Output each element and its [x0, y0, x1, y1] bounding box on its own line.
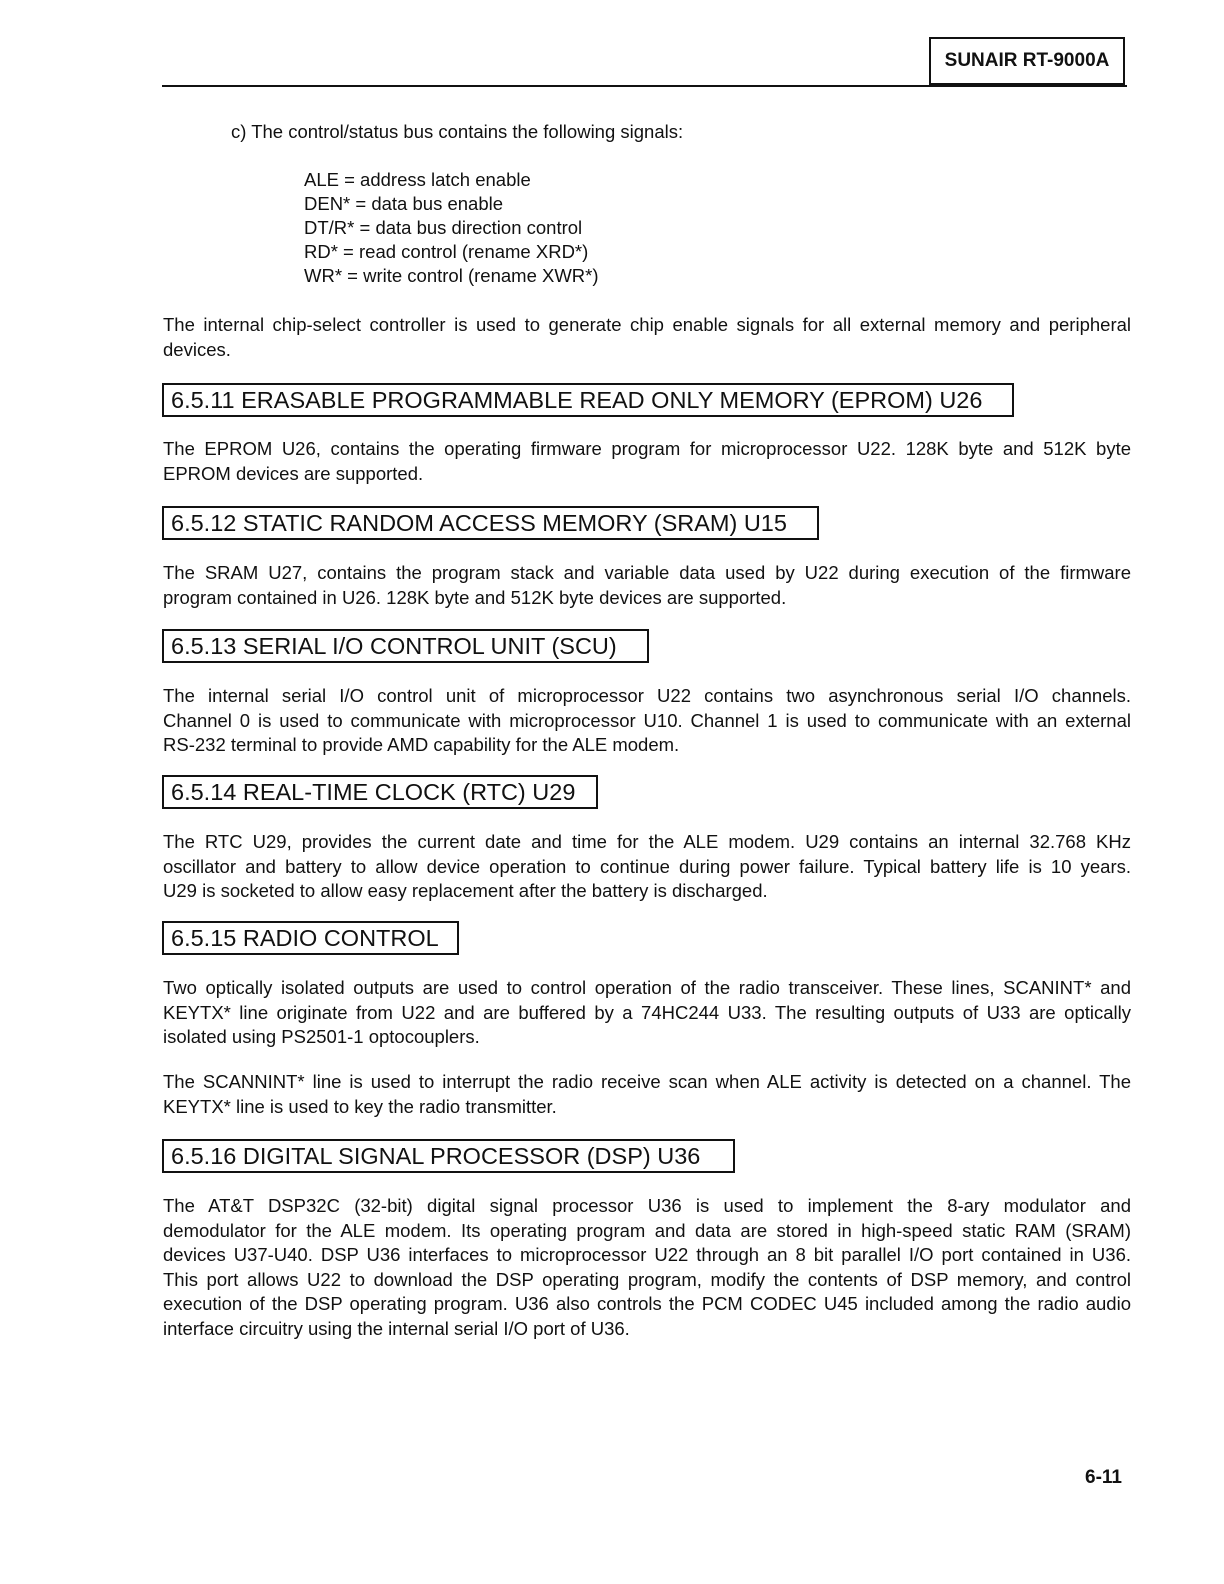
section-paragraph — [163, 1194, 1131, 1341]
text-line: devices. — [163, 338, 231, 360]
section-paragraph — [163, 437, 1131, 486]
text-line: KEYTX* line is used to key the radio transmitter. — [163, 1095, 557, 1117]
text-line: demodulator for the ALE modem. Its operating program and data are stored in high-speed static RAM (SRAM) — [163, 1219, 1131, 1241]
text-line: isolated using PS2501-1 optocouplers. — [163, 1026, 480, 1047]
text-line: Channel 0 is used to communicate with microprocessor U10. Channel 1 is used to communicate with an external — [163, 709, 1131, 731]
signal-den: DEN* = data bus enable — [304, 193, 504, 214]
signal-dtr: DT/R* = data bus direction control — [304, 217, 583, 238]
section-heading-eprom: 6.5.11 ERASABLE PROGRAMMABLE READ ONLY MEMORY (EPROM) U26 — [162, 383, 1014, 417]
header-rule — [162, 85, 1127, 87]
text-line: EPROM devices are supported. — [163, 462, 424, 484]
section-paragraph — [163, 976, 1131, 1050]
section-heading-radio-control: 6.5.15 RADIO CONTROL — [162, 921, 459, 955]
text-line: The SCANNINT* line is used to interrupt the radio receive scan when ALE activity is detected on a channel. The — [163, 1071, 1131, 1092]
text-line: execution of the DSP operating program. U36 also controls the PCM CODEC U45 included among the radio audio — [163, 1293, 1131, 1314]
text-line: The EPROM U26, contains the operating firmware program for microprocessor U22. 128K byte and 512K byte — [163, 438, 1131, 459]
text-line: interface circuitry using the internal serial I/O port of U36. — [163, 1317, 630, 1339]
text-line: RS-232 terminal to provide AMD capability for the ALE modem. — [163, 734, 680, 755]
section-heading-scu: 6.5.13 SERIAL I/O CONTROL UNIT (SCU) — [162, 629, 649, 663]
signal-ale: ALE = address latch enable — [304, 169, 531, 190]
text-line: KEYTX* line originate from U22 and are buffered by a 74HC244 U33. The resulting outputs of U33 are optically — [163, 1001, 1131, 1023]
text-line: The AT&T DSP32C (32-bit) digital signal processor U36 is used to implement the 8-ary modulator and — [163, 1195, 1131, 1216]
text-line: Two optically isolated outputs are used to control operation of the radio transceiver. These lines, SCANINT* and — [163, 977, 1131, 998]
intro-paragraph — [163, 313, 1131, 362]
text-line: The internal serial I/O control unit of microprocessor U22 contains two asynchronous serial I/O channels. — [163, 685, 1131, 706]
page-number: 6-11 — [1085, 1467, 1122, 1488]
text-line: The RTC U29, provides the current date and time for the ALE modem. U29 contains an internal 32.768 KHz — [163, 831, 1131, 852]
section-paragraph — [163, 684, 1131, 758]
signal-wr: WR* = write control (rename XWR*) — [304, 265, 599, 286]
section-heading-rtc: 6.5.14 REAL-TIME CLOCK (RTC) U29 — [162, 775, 598, 809]
text-line: program contained in U26. 128K byte and 512K byte devices are supported. — [163, 586, 787, 608]
section-paragraph — [163, 561, 1131, 610]
intro-lead: c) The control/status bus contains the following signals: — [231, 121, 684, 142]
signal-rd: RD* = read control (rename XRD*) — [304, 241, 589, 262]
text-line: The internal chip-select controller is used to generate chip enable signals for all external memory and peripheral — [163, 314, 1131, 335]
text-line: The SRAM U27, contains the program stack and variable data used by U22 during execution of the firmware — [163, 562, 1131, 583]
text-line: devices U37-U40. DSP U36 interfaces to microprocessor U22 through an 8 bit parallel I/O port contained in U36. — [163, 1244, 1131, 1265]
section-heading-dsp: 6.5.16 DIGITAL SIGNAL PROCESSOR (DSP) U36 — [162, 1139, 735, 1173]
text-line: This port allows U22 to download the DSP operating program, modify the contents of DSP memory, and control — [163, 1268, 1131, 1290]
section-paragraph — [163, 1070, 1131, 1119]
section-paragraph — [163, 830, 1131, 904]
text-line: oscillator and battery to allow device operation to continue during power failure. Typical battery life is 10 years. — [163, 855, 1131, 877]
document-header-title: SUNAIR RT-9000A — [929, 37, 1125, 85]
section-heading-sram: 6.5.12 STATIC RANDOM ACCESS MEMORY (SRAM) U15 — [162, 506, 819, 540]
text-line: U29 is socketed to allow easy replacement after the battery is discharged. — [163, 880, 768, 901]
